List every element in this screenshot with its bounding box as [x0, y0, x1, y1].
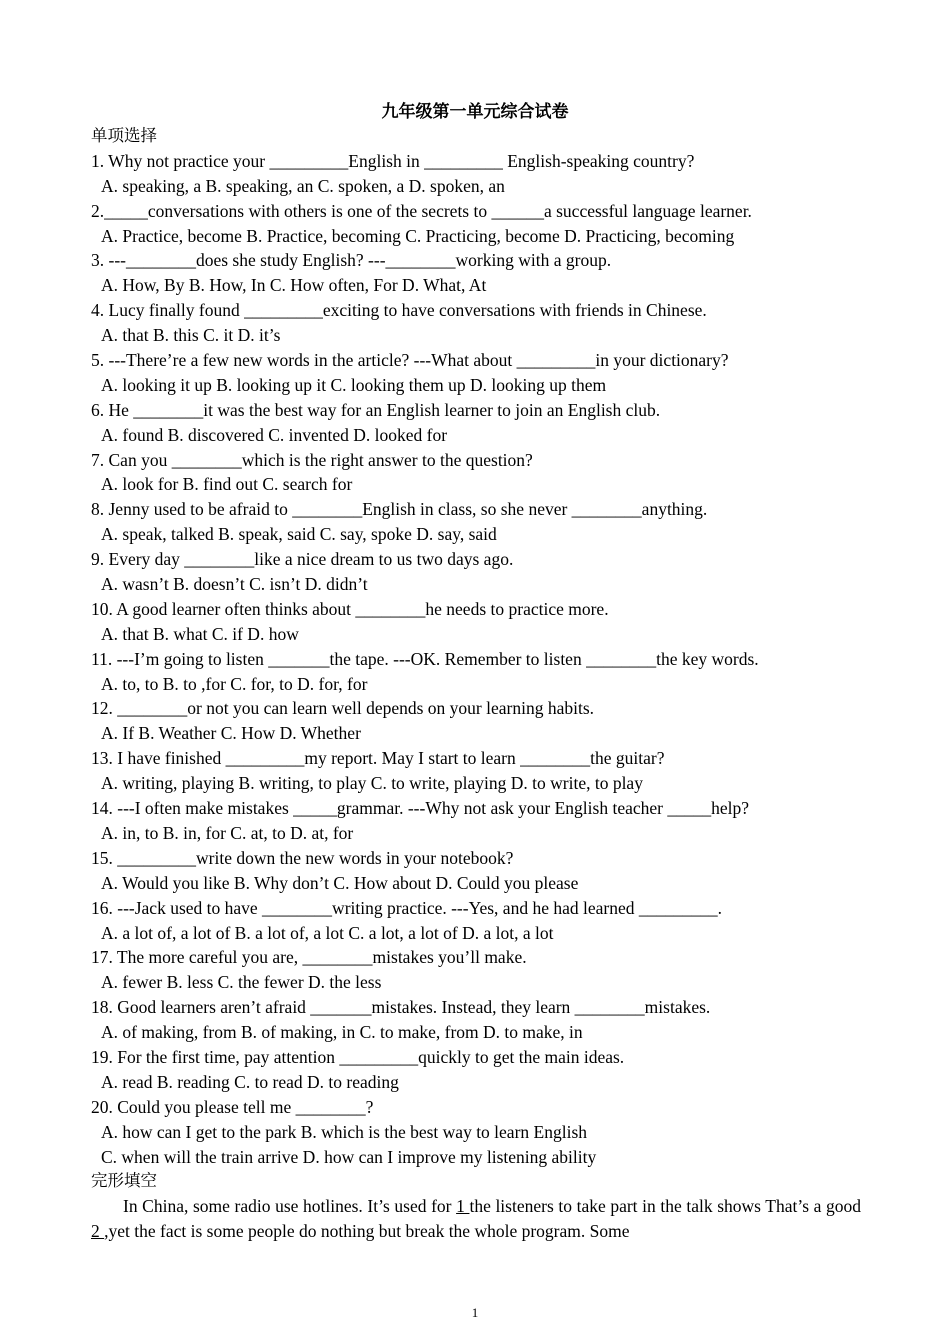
- question-options: A. a lot of, a lot of B. a lot of, a lot C. a lot, a lot of D. a lot, a lot: [101, 922, 554, 943]
- question-text: 7. Can you ________which is the right answer to the question?: [91, 449, 533, 470]
- section-heading-cloze: 完形填空: [91, 1171, 157, 1191]
- question-text: 13. I have finished _________my report. May I start to learn ________the guitar?: [91, 748, 665, 769]
- cloze-text-1: In China, some radio use hotlines. It’s used for: [123, 1196, 457, 1217]
- question-options: A. wasn’t B. doesn’t C. isn’t D. didn’t: [101, 574, 368, 595]
- question-options: A. found B. discovered C. invented D. looked for: [101, 424, 448, 445]
- question-options: A. speak, talked B. speak, said C. say, spoke D. say, said: [101, 524, 497, 545]
- question-text: 2._____conversations with others is one of the secrets to ______a successful language learner.: [91, 200, 752, 221]
- question-options: A. in, to B. in, for C. at, to D. at, for: [101, 822, 354, 843]
- question-options: A. Would you like B. Why don’t C. How about D. Could you please: [101, 872, 579, 893]
- content: [91, 124, 861, 1244]
- question-options: A. that B. this C. it D. it’s: [101, 325, 281, 346]
- question-text: 14. ---I often make mistakes _____grammar. ---Why not ask your English teacher _____help?: [91, 798, 750, 819]
- cloze-text-2: the listeners to take part in the talk shows That’s a good: [469, 1196, 861, 1217]
- cloze-blank-2: 2: [91, 1221, 105, 1242]
- question-options: A. to, to B. to ,for C. for, to D. for, for: [101, 673, 368, 694]
- question-text: 15. _________write down the new words in your notebook?: [91, 847, 514, 868]
- question-options: A. writing, playing B. writing, to play C. to write, playing D. to write, to play: [101, 773, 643, 794]
- question-text: 17. The more careful you are, ________mistakes you’ll make.: [91, 947, 527, 968]
- question-text: 4. Lucy finally found _________exciting to have conversations with friends in Chinese.: [91, 300, 707, 321]
- question-list: [91, 149, 861, 1145]
- question-options: A. read B. reading C. to read D. to reading: [101, 1071, 399, 1092]
- question-text: 11. ---I’m going to listen _______the tape. ---OK. Remember to listen ________the key words.: [91, 648, 759, 669]
- question-text: 8. Jenny used to be afraid to ________English in class, so she never ________anything.: [91, 499, 708, 520]
- page-title: 九年级第一单元综合试卷: [381, 102, 569, 122]
- question-text: 5. ---There’re a few new words in the article? ---What about _________in your dictionary?: [91, 350, 729, 371]
- question-options: A. speaking, a B. speaking, an C. spoken, a D. spoken, an: [101, 175, 505, 196]
- question-text: 3. ---________does she study English? ---________working with a group.: [91, 250, 612, 271]
- question-text: 10. A good learner often thinks about ________he needs to practice more.: [91, 598, 609, 619]
- section-heading-multiple-choice: 单项选择: [91, 126, 157, 145]
- question-text: 6. He ________it was the best way for an English learner to join an English club.: [91, 399, 661, 420]
- question-options: A. If B. Weather C. How D. Whether: [101, 723, 361, 744]
- question-text: 19. For the first time, pay attention _________quickly to get the main ideas.: [91, 1046, 625, 1067]
- question-options: A. that B. what C. if D. how: [101, 623, 299, 644]
- question-text: 9. Every day ________like a nice dream to us two days ago.: [91, 549, 514, 570]
- question-options: A. how can I get to the park B. which is the best way to learn English: [101, 1121, 588, 1142]
- cloze-text-3: ,yet the fact is some people do nothing but break the whole program. Some: [104, 1221, 630, 1242]
- cloze-paragraph: [91, 1194, 861, 1244]
- question-options: A. of making, from B. of making, in C. to make, from D. to make, in: [101, 1022, 583, 1043]
- question-text: 12. ________or not you can learn well depends on your learning habits.: [91, 698, 595, 719]
- question-options: A. looking it up B. looking up it C. looking them up D. looking up them: [101, 374, 607, 395]
- question-options: A. Practice, become B. Practice, becoming C. Practicing, become D. Practicing, becoming: [101, 225, 735, 246]
- question-text: 18. Good learners aren’t afraid _______mistakes. Instead, they learn ________mistakes.: [91, 997, 711, 1018]
- cloze-blank-1: 1: [456, 1196, 470, 1217]
- question-text: 16. ---Jack used to have ________writing practice. ---Yes, and he had learned _________.: [91, 897, 722, 918]
- page-number: 1: [471, 1305, 479, 1320]
- question-options: A. fewer B. less C. the fewer D. the less: [101, 972, 382, 993]
- question-text: 20. Could you please tell me ________?: [91, 1096, 374, 1117]
- question-20-options-line-2: C. when will the train arrive D. how can I improve my listening ability: [101, 1146, 597, 1167]
- question-options: A. look for B. find out C. search for: [101, 474, 353, 495]
- question-options: A. How, By B. How, In C. How often, For D. What, At: [101, 275, 487, 296]
- question-text: 1. Why not practice your _________English in _________ English-speaking country?: [91, 150, 695, 171]
